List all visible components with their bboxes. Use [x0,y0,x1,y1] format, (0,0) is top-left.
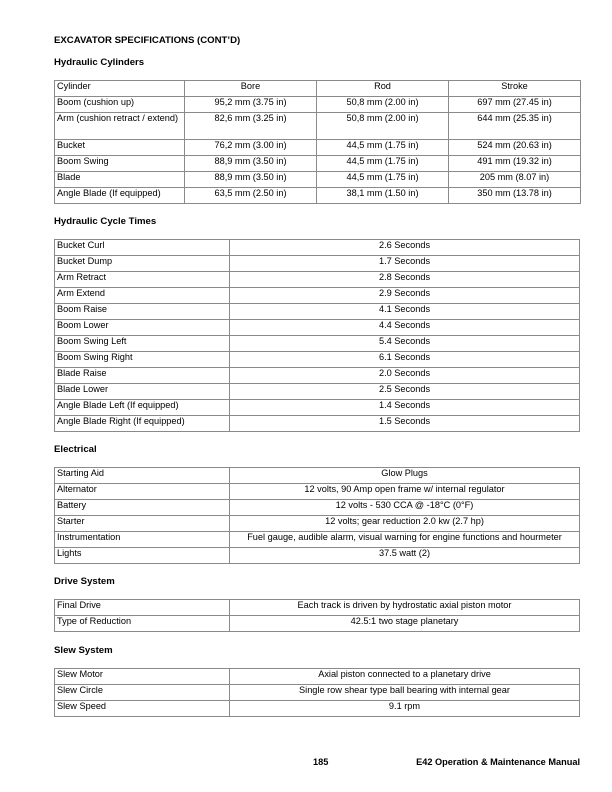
bore-value: 76,2 mm (3.00 in) [185,140,317,156]
spec-label: Blade Lower [55,384,230,400]
table-row [55,416,580,432]
slew-system-table [54,668,580,717]
section-title-electrical: Electrical [54,444,97,455]
table-row [55,685,580,701]
table-header-row [55,81,581,97]
spec-value: 2.8 Seconds [230,272,580,288]
spec-label: Starter [55,516,230,532]
stroke-value: 491 mm (19.32 in) [449,156,581,172]
spec-label: Arm Retract [55,272,230,288]
table-row [55,600,580,616]
cylinder-name: Angle Blade (If equipped) [55,188,185,204]
hydraulic-cylinders-table [54,80,581,204]
table-row [55,320,580,336]
table-row [55,548,580,564]
spec-label: Boom Swing Right [55,352,230,368]
table-row [55,669,580,685]
spec-label: Starting Aid [55,468,230,484]
spec-label: Final Drive [55,600,230,616]
bore-value: 88,9 mm (3.50 in) [185,156,317,172]
table-row [55,616,580,632]
table-row [55,516,580,532]
spec-label: Battery [55,500,230,516]
table-row [55,272,580,288]
spec-label: Alternator [55,484,230,500]
table-row [55,288,580,304]
rod-value: 44,5 mm (1.75 in) [317,172,449,188]
table-row [55,97,581,113]
spec-value: 12 volts, 90 Amp open frame w/ internal regulator [230,484,580,500]
spec-label: Boom Swing Left [55,336,230,352]
table-row [55,113,581,140]
spec-value: 5.4 Seconds [230,336,580,352]
section-title-hydraulic-cycle-times: Hydraulic Cycle Times [54,216,157,227]
spec-label: Bucket Dump [55,256,230,272]
table-row [55,532,580,548]
drive-system-table [54,599,580,632]
spec-label: Slew Motor [55,669,230,685]
section-title-drive-system: Drive System [54,576,115,587]
spec-value: 9.1 rpm [230,701,580,717]
bore-value: 95,2 mm (3.75 in) [185,97,317,113]
table-row [55,140,581,156]
cylinder-name: Arm (cushion retract / extend) [55,113,185,140]
stroke-value: 205 mm (8.07 in) [449,172,581,188]
cylinder-name: Boom Swing [55,156,185,172]
stroke-value: 350 mm (13.78 in) [449,188,581,204]
spec-label: Arm Extend [55,288,230,304]
bore-value: 88,9 mm (3.50 in) [185,172,317,188]
spec-value: 37.5 watt (2) [230,548,580,564]
bore-value: 82,6 mm (3.25 in) [185,113,317,140]
spec-value: Each track is driven by hydrostatic axial piston motor [230,600,580,616]
spec-label: Slew Circle [55,685,230,701]
spec-value: Fuel gauge, audible alarm, visual warning for engine functions and hourmeter [230,532,580,548]
rod-value: 44,5 mm (1.75 in) [317,140,449,156]
column-header-rod: Rod [317,81,449,97]
spec-value: 4.4 Seconds [230,320,580,336]
spec-label: Slew Speed [55,701,230,717]
table-row [55,400,580,416]
table-row [55,304,580,320]
spec-label: Instrumentation [55,532,230,548]
spec-value: 4.1 Seconds [230,304,580,320]
spec-value: 2.0 Seconds [230,368,580,384]
spec-label: Angle Blade Left (If equipped) [55,400,230,416]
spec-label: Boom Lower [55,320,230,336]
rod-value: 50,8 mm (2.00 in) [317,97,449,113]
stroke-value: 524 mm (20.63 in) [449,140,581,156]
spec-label: Type of Reduction [55,616,230,632]
spec-value: Glow Plugs [230,468,580,484]
table-row [55,368,580,384]
rod-value: 44,5 mm (1.75 in) [317,156,449,172]
table-row [55,188,581,204]
table-row [55,256,580,272]
spec-value: 1.5 Seconds [230,416,580,432]
table-row [55,468,580,484]
column-header-bore: Bore [185,81,317,97]
table-row [55,240,580,256]
spec-label: Bucket Curl [55,240,230,256]
table-row [55,156,581,172]
stroke-value: 697 mm (27.45 in) [449,97,581,113]
spec-value: 2.9 Seconds [230,288,580,304]
cylinder-name: Bucket [55,140,185,156]
page-title: EXCAVATOR SPECIFICATIONS (CONT’D) [54,35,241,46]
spec-value: Axial piston connected to a planetary drive [230,669,580,685]
spec-label: Angle Blade Right (If equipped) [55,416,230,432]
spec-label: Lights [55,548,230,564]
table-row [55,500,580,516]
cylinder-name: Blade [55,172,185,188]
page-number: 185 [313,757,329,767]
column-header-cylinder: Cylinder [55,81,185,97]
table-row [55,701,580,717]
table-row [55,172,581,188]
spec-value: Single row shear type ball bearing with internal gear [230,685,580,701]
spec-value: 12 volts; gear reduction 2.0 kw (2.7 hp) [230,516,580,532]
table-row [55,484,580,500]
rod-value: 38,1 mm (1.50 in) [317,188,449,204]
stroke-value: 644 mm (25.35 in) [449,113,581,140]
spec-value: 2.5 Seconds [230,384,580,400]
spec-label: Boom Raise [55,304,230,320]
table-row [55,384,580,400]
manual-title: E42 Operation & Maintenance Manual [416,757,580,767]
spec-value: 2.6 Seconds [230,240,580,256]
rod-value: 50,8 mm (2.00 in) [317,113,449,140]
hydraulic-cycle-times-table [54,239,580,432]
table-row [55,352,580,368]
section-title-slew-system: Slew System [54,645,113,656]
spec-value: 12 volts - 530 CCA @ -18°C (0°F) [230,500,580,516]
spec-value: 42.5:1 two stage planetary [230,616,580,632]
column-header-stroke: Stroke [449,81,581,97]
electrical-table [54,467,580,564]
spec-value: 6.1 Seconds [230,352,580,368]
spec-value: 1.7 Seconds [230,256,580,272]
spec-value: 1.4 Seconds [230,400,580,416]
section-title-hydraulic-cylinders: Hydraulic Cylinders [54,57,145,68]
table-row [55,336,580,352]
bore-value: 63,5 mm (2.50 in) [185,188,317,204]
spec-label: Blade Raise [55,368,230,384]
cylinder-name: Boom (cushion up) [55,97,185,113]
